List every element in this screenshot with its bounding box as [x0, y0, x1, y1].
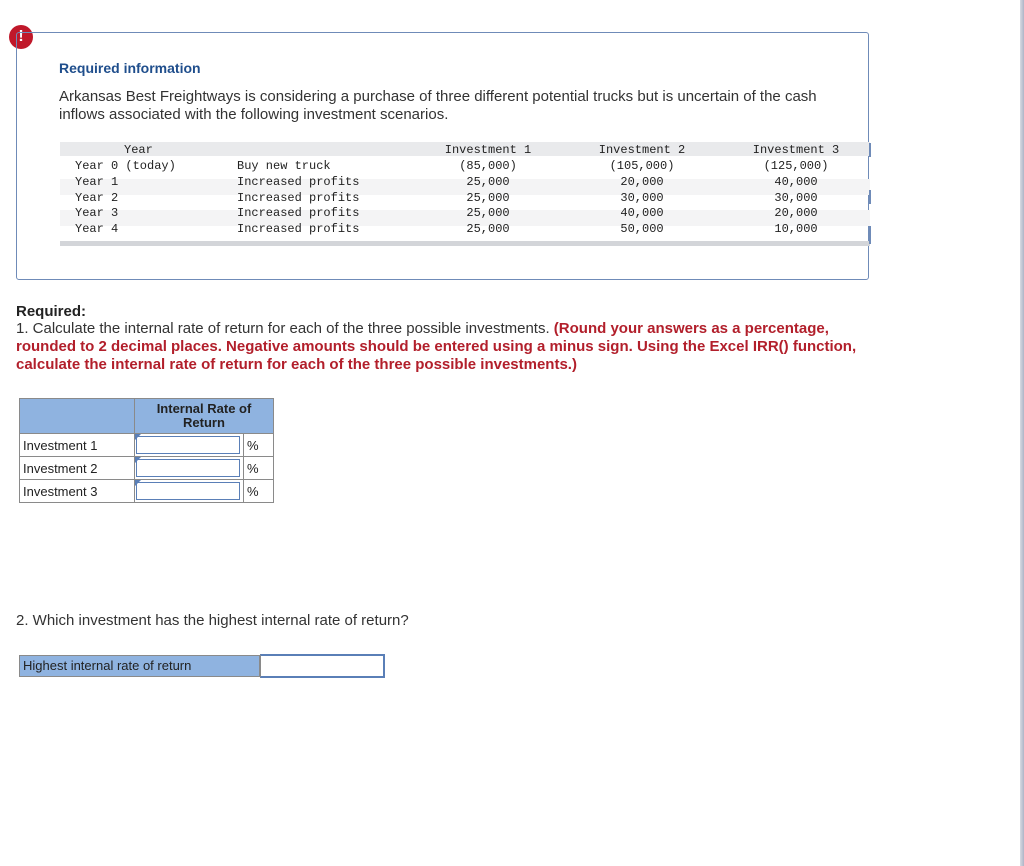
row-inv2: 20,000 — [620, 175, 664, 189]
row-inv2: 40,000 — [620, 206, 664, 220]
row-inv1: 25,000 — [466, 191, 510, 205]
required-instructions — [16, 320, 886, 374]
row-year: Year 4 — [75, 222, 119, 236]
row-desc: Increased profits — [237, 191, 360, 205]
irr-header-blank — [20, 399, 135, 434]
alert-icon: ! — [9, 25, 33, 49]
irr-row-label: Investment 1 — [20, 434, 135, 457]
header-investment-2: Investment 2 — [598, 143, 686, 157]
info-title: Required information — [59, 60, 201, 76]
row-inv3: (125,000) — [763, 159, 829, 173]
header-investment-1: Investment 1 — [444, 143, 532, 157]
header-year: Year — [124, 143, 153, 157]
row-inv3: 10,000 — [774, 222, 818, 236]
irr-row-label: Investment 2 — [20, 457, 135, 480]
input-flag-icon — [135, 457, 141, 463]
scenario-bottom-bar — [60, 241, 870, 246]
irr-row-label: Investment 3 — [20, 480, 135, 503]
irr-input-cell — [135, 457, 244, 480]
row-inv1: 25,000 — [466, 222, 510, 236]
row-inv1: 25,000 — [466, 175, 510, 189]
question-2: 2. Which investment has the highest internal rate of return? — [16, 612, 409, 629]
scroll-mark — [869, 143, 871, 157]
scroll-mark — [869, 190, 871, 204]
row-inv1: (85,000) — [459, 159, 517, 173]
row-inv3: 30,000 — [774, 191, 818, 205]
row-inv2: 30,000 — [620, 191, 664, 205]
required-part1-note: (Round your answers as a percentage, rounded to 2 decimal places. Negative amounts should be entered using a minus sign. Using the Excel IRR() function, calculate the internal rate of return for each of the three possible investments.) — [16, 320, 857, 373]
scenario-table — [60, 142, 870, 246]
row-desc: Increased profits — [237, 206, 360, 220]
irr-input-investment-2[interactable] — [136, 459, 240, 477]
input-flag-icon — [135, 434, 141, 440]
row-desc: Increased profits — [237, 175, 360, 189]
irr-input-cell — [135, 434, 244, 457]
window-edge — [1020, 0, 1024, 866]
highest-irr-input[interactable] — [260, 654, 385, 678]
irr-unit: % — [244, 457, 274, 480]
row-inv1: 25,000 — [466, 206, 510, 220]
row-year: Year 2 — [75, 191, 119, 205]
irr-unit: % — [244, 480, 274, 503]
scroll-mark — [869, 226, 871, 244]
irr-input-cell — [135, 480, 244, 503]
irr-column-header: Internal Rate of Return — [135, 399, 274, 434]
row-year: Year 3 — [75, 206, 119, 220]
highest-irr-label: Highest internal rate of return — [19, 655, 260, 677]
row-year: Year 0 (today) — [75, 159, 176, 173]
required-part1-text: 1. Calculate the internal rate of return for each of the three possible investments. — [16, 320, 554, 337]
row-inv3: 20,000 — [774, 206, 818, 220]
irr-unit: % — [244, 434, 274, 457]
input-flag-icon — [135, 480, 141, 486]
header-investment-3: Investment 3 — [752, 143, 840, 157]
irr-input-investment-3[interactable] — [136, 482, 240, 500]
irr-answer-table — [19, 398, 274, 503]
row-inv2: (105,000) — [609, 159, 675, 173]
highest-irr-row — [19, 655, 385, 678]
required-heading: Required: — [16, 303, 87, 320]
row-year: Year 1 — [75, 175, 119, 189]
row-desc: Increased profits — [237, 222, 360, 236]
row-inv2: 50,000 — [620, 222, 664, 236]
row-desc: Buy new truck — [237, 159, 331, 173]
irr-input-investment-1[interactable] — [136, 436, 240, 454]
row-inv3: 40,000 — [774, 175, 818, 189]
info-text: Arkansas Best Freightways is considering a purchase of three different potential trucks but is uncertain of the cash inflows associated with the following investment scenarios. — [59, 88, 817, 123]
